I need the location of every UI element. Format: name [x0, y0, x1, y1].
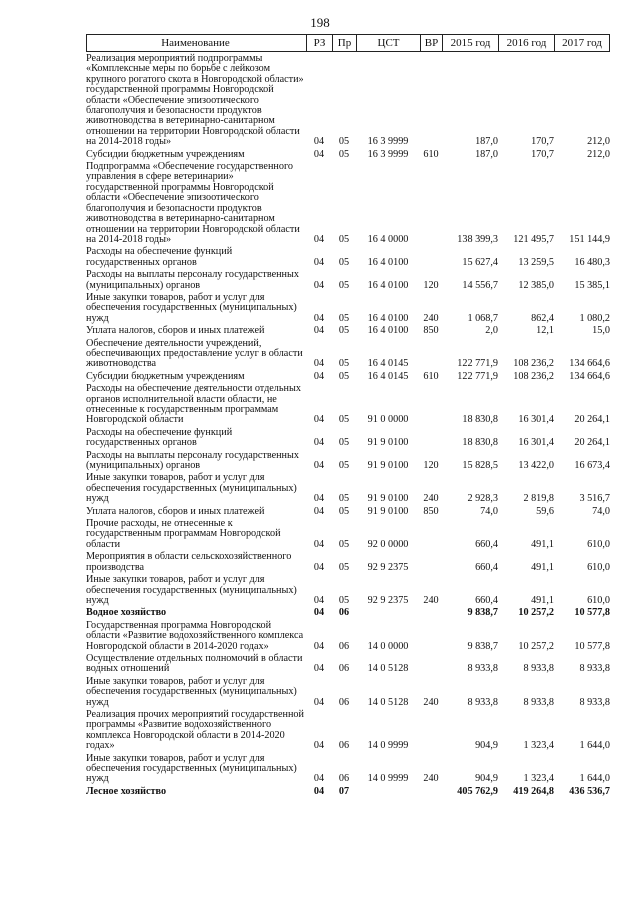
row-2015: 14 556,7 [462, 279, 498, 291]
row-name: Обеспечение деятельности учреждений, обеспечивающих предоставление услуг в области животноводства [86, 337, 303, 370]
row-name: Субсидии бюджетным учреждениям [86, 148, 245, 160]
row-rz: 04 [313, 561, 325, 573]
row-cst: 16 4 0100 [367, 312, 409, 324]
row-2016: 491,1 [531, 594, 554, 606]
row-2016: 170,7 [531, 136, 554, 148]
table-row [86, 752, 610, 785]
table-row [86, 291, 610, 324]
row-2015: 15 828,5 [462, 460, 498, 472]
row-2017: 134 664,6 [569, 370, 610, 382]
table-row [86, 449, 610, 472]
row-2016: 2 819,8 [523, 493, 554, 505]
row-2017: 20 264,1 [574, 414, 610, 426]
row-2016: 491,1 [531, 538, 554, 550]
row-2015: 74,0 [480, 505, 498, 517]
row-name: Уплата налогов, сборов и иных платежей [86, 325, 265, 337]
row-2017: 610,0 [587, 538, 610, 550]
row-pr: 05 [338, 414, 350, 426]
row-2017: 212,0 [587, 148, 610, 160]
row-2016: 419 264,8 [513, 785, 554, 797]
row-pr: 06 [338, 773, 350, 785]
row-pr: 05 [338, 233, 350, 245]
row-vr: 850 [423, 325, 439, 337]
row-2015: 15 627,4 [462, 256, 498, 268]
row-2015: 9 838,7 [467, 607, 498, 619]
row-cst: 92 0 0000 [367, 538, 409, 550]
row-2015: 8 933,8 [467, 696, 498, 708]
header-cst: ЦСТ [356, 35, 420, 51]
row-2017: 151 144,9 [569, 233, 610, 245]
row-2017: 74,0 [592, 505, 610, 517]
budget-table [86, 34, 610, 797]
row-pr: 05 [338, 437, 350, 449]
table-row [86, 52, 610, 148]
row-rz: 04 [313, 696, 325, 708]
row-rz: 04 [313, 136, 325, 148]
row-2015: 660,4 [475, 561, 498, 573]
row-cst: 92 9 2375 [367, 561, 409, 573]
row-vr: 240 [423, 312, 439, 324]
row-pr: 05 [338, 312, 350, 324]
header-2016: 2016 год [498, 35, 554, 51]
header-2015: 2015 год [442, 35, 498, 51]
row-2015: 904,9 [475, 773, 498, 785]
row-2015: 9 838,7 [467, 640, 498, 652]
row-2017: 15 385,1 [574, 279, 610, 291]
row-rz: 04 [313, 594, 325, 606]
row-pr: 05 [338, 561, 350, 573]
table-row [86, 426, 610, 449]
row-2016: 13 259,5 [518, 256, 554, 268]
table-row [86, 505, 610, 517]
table-row [86, 382, 610, 426]
row-rz: 04 [313, 437, 325, 449]
row-2015: 405 762,9 [457, 785, 498, 797]
row-cst: 91 0 0000 [367, 414, 409, 426]
row-cst: 91 9 0100 [367, 505, 409, 517]
row-name: Расходы на обеспечение деятельности отдельных органов исполнительной власти области, не отнесенные к государственным программам Новгородской области [86, 383, 301, 426]
row-cst: 16 4 0145 [367, 370, 409, 382]
row-2015: 18 830,8 [462, 437, 498, 449]
row-rz: 04 [313, 663, 325, 675]
row-2015: 187,0 [475, 148, 498, 160]
row-pr: 05 [338, 594, 350, 606]
row-cst: 91 9 0100 [367, 460, 409, 472]
row-2016: 108 236,2 [513, 370, 554, 382]
row-2016: 170,7 [531, 148, 554, 160]
row-name: Реализация мероприятий подпрограммы «Комплексные меры по борьбе с лейкозом крупного рогатого скота в Новгородской области» государственной программы Новгородской области «Обеспечение эпизоотического благополучия и безопасности продуктов животноводства в ветеринарно-санитарном отношении на территории Новгородской области на 2014-2018 годы» [86, 53, 304, 148]
row-name: Реализация прочих мероприятий государственной программы «Развитие водохозяйственного комплекса Новгородской области в 2014-2020 годах» [86, 708, 304, 752]
table-row [86, 619, 610, 652]
row-2015: 18 830,8 [462, 414, 498, 426]
row-pr: 06 [338, 696, 350, 708]
row-rz: 04 [313, 233, 325, 245]
row-vr: 610 [423, 148, 439, 160]
row-2017: 436 536,7 [569, 785, 610, 797]
row-pr: 05 [338, 279, 350, 291]
header-vr: ВР [420, 35, 442, 51]
row-2017: 16 673,4 [574, 460, 610, 472]
row-name: Осуществление отдельных полномочий в области водных отношений [86, 652, 303, 675]
row-rz: 04 [313, 148, 325, 160]
header-rz: РЗ [306, 35, 332, 51]
row-2015: 660,4 [475, 594, 498, 606]
row-2017: 10 577,8 [574, 607, 610, 619]
row-2016: 16 301,4 [518, 437, 554, 449]
row-cst: 92 9 2375 [367, 594, 409, 606]
row-2016: 491,1 [531, 561, 554, 573]
row-vr: 610 [423, 370, 439, 382]
row-cst: 16 3 9999 [367, 136, 409, 148]
row-vr: 120 [423, 460, 439, 472]
row-2017: 3 516,7 [579, 493, 610, 505]
row-2016: 1 323,4 [523, 740, 554, 752]
row-pr: 05 [338, 460, 350, 472]
row-name: Подпрограмма «Обеспечение государственного управления в сфере ветеринарии» государственной программы Новгородской области «Обеспечение эпизоотического благополучия и безопасности продуктов животноводства в ветеринарно-санитарном отношении на территории Новгородской области на 2014-2018 годы» [86, 161, 300, 245]
page-number: 198 [310, 15, 330, 30]
table-row [86, 471, 610, 504]
row-pr: 05 [338, 136, 350, 148]
row-name: Прочие расходы, не отнесенные к государственным программам Новгородской области [86, 518, 281, 550]
row-name: Уплата налогов, сборов и иных платежей [86, 505, 265, 517]
row-vr: 240 [423, 773, 439, 785]
row-rz: 04 [313, 414, 325, 426]
table-row [86, 245, 610, 268]
row-2015: 2,0 [485, 325, 498, 337]
table-row [86, 785, 610, 797]
row-rz: 04 [313, 312, 325, 324]
row-pr: 06 [338, 740, 350, 752]
row-pr: 06 [338, 640, 350, 652]
row-rz: 04 [313, 325, 325, 337]
row-cst: 16 4 0100 [367, 256, 409, 268]
row-rz: 04 [313, 773, 325, 785]
row-2015: 2 928,3 [467, 493, 498, 505]
row-pr: 05 [338, 493, 350, 505]
row-cst: 14 0 9999 [367, 773, 409, 785]
row-cst: 16 3 9999 [367, 148, 409, 160]
row-pr: 05 [338, 256, 350, 268]
row-2017: 8 933,8 [579, 663, 610, 675]
row-2015: 138 399,3 [457, 233, 498, 245]
row-2017: 8 933,8 [579, 696, 610, 708]
table-body [86, 52, 610, 797]
row-2015: 187,0 [475, 136, 498, 148]
row-pr: 05 [338, 370, 350, 382]
row-rz: 04 [313, 740, 325, 752]
row-2015: 904,9 [475, 740, 498, 752]
table-row [86, 708, 610, 752]
row-name: Расходы на выплаты персоналу государственных (муниципальных) органов [86, 449, 299, 472]
table-row [86, 337, 610, 370]
row-name: Расходы на выплаты персоналу государственных (муниципальных) органов [86, 269, 299, 291]
row-2016: 16 301,4 [518, 414, 554, 426]
row-2017: 610,0 [587, 561, 610, 573]
row-rz: 04 [313, 460, 325, 472]
row-2016: 10 257,2 [518, 640, 554, 652]
row-2016: 862,4 [531, 312, 554, 324]
row-name: Иные закупки товаров, работ и услуг для обеспечения государственных (муниципальных) нужд [86, 675, 297, 708]
row-cst: 16 4 0145 [367, 358, 409, 370]
row-cst: 16 4 0100 [367, 279, 409, 291]
row-name: Мероприятия в области сельскохозяйственного производства [86, 551, 292, 573]
table-row [86, 160, 610, 245]
table-row [86, 550, 610, 573]
row-cst: 91 9 0100 [367, 437, 409, 449]
row-pr: 05 [338, 538, 350, 550]
row-name: Лесное хозяйство [86, 785, 167, 797]
row-2017: 16 480,3 [574, 256, 610, 268]
row-cst: 14 0 5128 [367, 696, 409, 708]
row-2017: 1 080,2 [579, 312, 610, 324]
row-2015: 122 771,9 [457, 358, 498, 370]
row-name: Субсидии бюджетным учреждениям [86, 370, 245, 382]
row-cst: 14 0 0000 [367, 640, 409, 652]
row-cst: 91 9 0100 [367, 493, 409, 505]
row-name: Расходы на обеспечение функций государственных органов [86, 426, 233, 449]
row-pr: 05 [338, 358, 350, 370]
row-rz: 04 [313, 358, 325, 370]
row-pr: 07 [338, 785, 350, 797]
row-2017: 134 664,6 [569, 358, 610, 370]
row-2015: 8 933,8 [467, 663, 498, 675]
row-rz: 04 [313, 607, 325, 619]
row-pr: 05 [338, 505, 350, 517]
row-vr: 240 [423, 594, 439, 606]
row-rz: 04 [313, 256, 325, 268]
row-cst: 16 4 0100 [367, 325, 409, 337]
row-pr: 06 [338, 663, 350, 675]
row-2017: 1 644,0 [579, 740, 610, 752]
row-2017: 15,0 [592, 325, 610, 337]
header-2017: 2017 год [554, 35, 610, 51]
row-rz: 04 [313, 493, 325, 505]
row-2016: 108 236,2 [513, 358, 554, 370]
row-rz: 04 [313, 538, 325, 550]
row-2016: 13 422,0 [518, 460, 554, 472]
row-pr: 05 [338, 148, 350, 160]
table-row [86, 606, 610, 618]
table-row [86, 148, 610, 160]
table-row [86, 573, 610, 606]
row-pr: 06 [338, 607, 350, 619]
row-name: Иные закупки товаров, работ и услуг для обеспечения государственных (муниципальных) нужд [86, 752, 297, 785]
row-rz: 04 [313, 785, 325, 797]
row-cst: 14 0 5128 [367, 663, 409, 675]
row-2015: 1 068,7 [467, 312, 498, 324]
table-row [86, 268, 610, 291]
row-vr: 120 [423, 279, 439, 291]
row-2015: 122 771,9 [457, 370, 498, 382]
table-row [86, 517, 610, 550]
table-header [86, 34, 610, 52]
row-2017: 610,0 [587, 594, 610, 606]
row-name: Иные закупки товаров, работ и услуг для обеспечения государственных (муниципальных) нужд [86, 291, 297, 324]
table-row [86, 675, 610, 708]
row-2017: 20 264,1 [574, 437, 610, 449]
row-name: Иные закупки товаров, работ и услуг для обеспечения государственных (муниципальных) нужд [86, 472, 297, 505]
row-rz: 04 [313, 505, 325, 517]
row-cst: 16 4 0000 [367, 233, 409, 245]
row-rz: 04 [313, 640, 325, 652]
row-vr: 240 [423, 493, 439, 505]
row-2017: 10 577,8 [574, 640, 610, 652]
row-pr: 05 [338, 325, 350, 337]
table-row [86, 652, 610, 675]
header-name: Наименование [86, 35, 306, 51]
row-name: Государственная программа Новгородской области «Развитие водохозяйственного комплекса Новгородской области в 2014-2020 годах» [86, 619, 304, 652]
row-rz: 04 [313, 279, 325, 291]
row-2015: 660,4 [475, 538, 498, 550]
row-2016: 8 933,8 [523, 696, 554, 708]
row-name: Расходы на обеспечение функций государственных органов [86, 246, 233, 268]
row-vr: 240 [423, 696, 439, 708]
row-2016: 8 933,8 [523, 663, 554, 675]
row-2016: 10 257,2 [518, 607, 554, 619]
header-pr: Пр [332, 35, 356, 51]
row-name: Иные закупки товаров, работ и услуг для обеспечения государственных (муниципальных) нужд [86, 574, 297, 606]
table-row [86, 370, 610, 382]
row-rz: 04 [313, 370, 325, 382]
row-2017: 1 644,0 [579, 773, 610, 785]
row-2016: 121 495,7 [513, 233, 554, 245]
row-2017: 212,0 [587, 136, 610, 148]
row-name: Водное хозяйство [86, 607, 167, 619]
row-2016: 12 385,0 [518, 279, 554, 291]
row-2016: 59,6 [536, 505, 554, 517]
row-cst: 14 0 9999 [367, 740, 409, 752]
row-vr: 850 [423, 505, 439, 517]
row-2016: 1 323,4 [523, 773, 554, 785]
table-row [86, 324, 610, 336]
row-2016: 12,1 [536, 325, 554, 337]
